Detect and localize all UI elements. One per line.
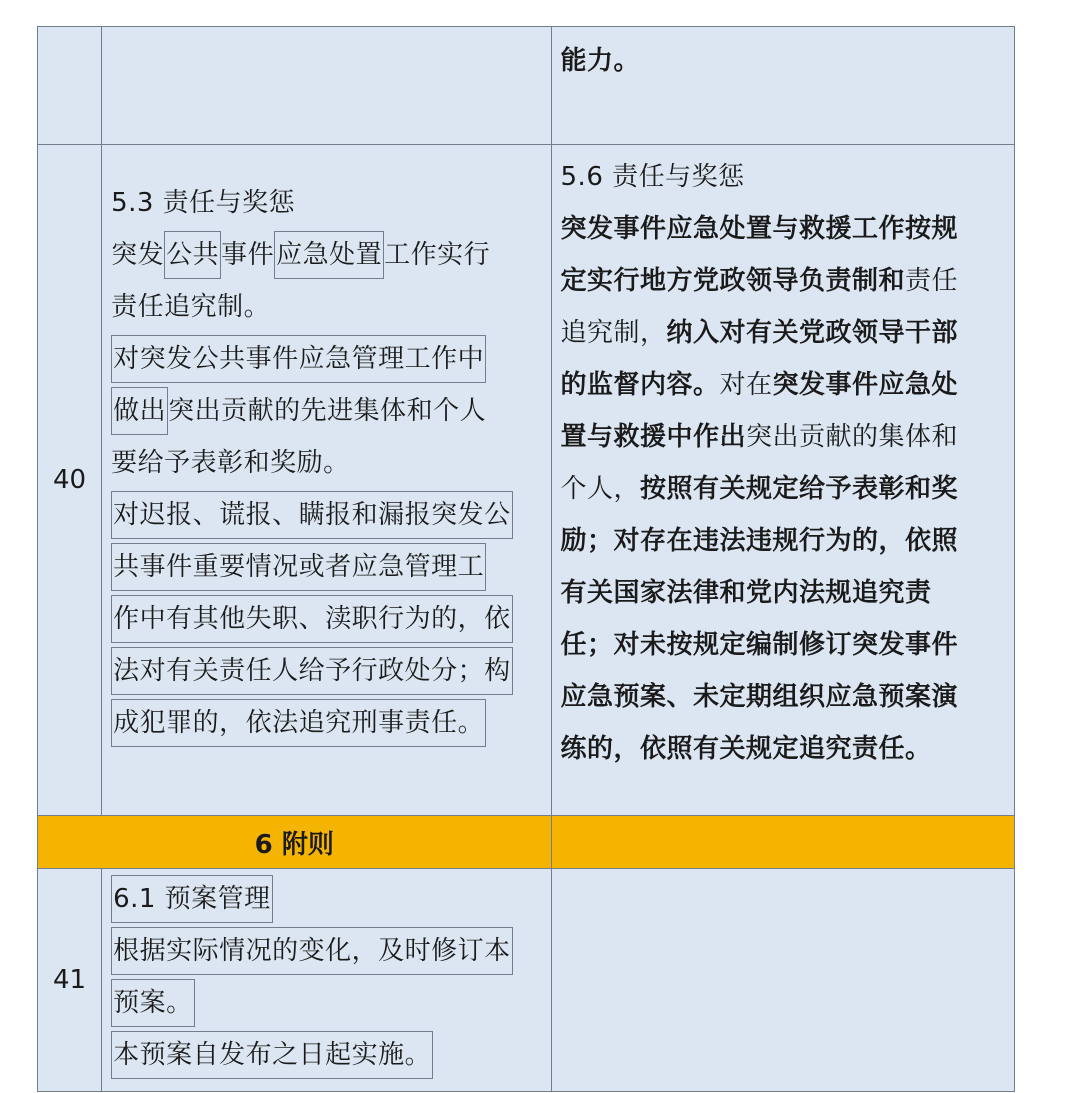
new-text-cell — [551, 27, 1014, 145]
table-row — [38, 869, 1015, 1092]
old-text-line — [111, 229, 542, 281]
revision-marked-text: 对迟报、谎报、瞒报和漏报突发公 — [111, 491, 513, 539]
table-row — [38, 27, 1015, 145]
new-text-line — [561, 359, 1006, 411]
revision-marked-text: 预案。 — [111, 979, 195, 1027]
old-text-cell — [102, 27, 551, 145]
revision-marked-text: 根据实际情况的变化，及时修订本 — [111, 927, 513, 975]
old-text-span: 突出贡献的先进集体和个人 — [168, 396, 487, 426]
new-text-line — [561, 463, 1006, 515]
old-text-span: 工作实行 — [384, 240, 491, 270]
new-text-bold: 能力。 — [560, 46, 641, 76]
revision-marked-text: 成犯罪的，依法追究刑事责任。 — [111, 699, 486, 747]
new-text-block — [561, 203, 1006, 775]
section-header-row — [38, 816, 1015, 869]
old-text-span: 事件 — [221, 240, 275, 270]
revision-marked-text: 作中有其他失职、渎职行为的，依 — [111, 595, 513, 643]
old-text-line — [111, 385, 542, 437]
revision-marked-text: 做出 — [111, 387, 168, 435]
old-text-line — [111, 645, 542, 697]
revision-marked-text: 应急处置 — [274, 231, 384, 279]
row-number: 41 — [52, 965, 87, 995]
old-section-title: 5.3 责任与奖惩 — [111, 188, 296, 218]
old-text-line — [111, 925, 542, 977]
new-text-bold: 有关国家法律和党内法规追究责 — [560, 578, 932, 608]
revision-marked-text: 对突发公共事件应急管理工作中 — [111, 335, 486, 383]
old-text-line — [111, 593, 542, 645]
new-text-line — [561, 203, 1006, 255]
new-text-line — [561, 671, 1006, 723]
section-title: 6 附则 — [254, 829, 334, 860]
new-text-regular: 追究制， — [560, 318, 667, 348]
table-row — [38, 145, 1015, 816]
row-number-cell — [38, 145, 102, 816]
new-text-line — [561, 255, 1006, 307]
revision-marked-text: 6.1 预案管理 — [111, 875, 273, 923]
new-text-bold: 置与救援中作出 — [560, 422, 747, 452]
new-text-line — [561, 723, 1006, 775]
old-text-span: 突发 — [111, 240, 165, 270]
new-section-title: 5.6 责任与奖惩 — [560, 162, 745, 192]
row-number-cell — [38, 869, 102, 1092]
new-text-line — [561, 411, 1006, 463]
old-text-line — [111, 1029, 542, 1081]
new-text-bold: 突发事件应急处 — [772, 370, 959, 400]
new-text-line — [561, 307, 1006, 359]
new-text-line — [561, 515, 1006, 567]
old-text-line: 责任追究制。 — [111, 292, 271, 322]
new-text-bold: 练的，依照有关规定追究责任。 — [560, 734, 932, 764]
new-text-bold: 励；对存在违法违规行为的，依照 — [560, 526, 959, 556]
old-text-line — [111, 977, 542, 1029]
revision-marked-text: 共事件重要情况或者应急管理工 — [111, 543, 486, 591]
new-text-bold: 任；对未按规定编制修订突发事件 — [560, 630, 959, 660]
new-text-regular: 对在 — [719, 370, 773, 400]
old-text-line — [111, 873, 542, 925]
section-title-cell — [38, 816, 552, 869]
new-text-line — [561, 567, 1006, 619]
comparison-table — [37, 26, 1015, 1092]
old-text-cell — [102, 869, 551, 1092]
new-text-regular: 责任 — [905, 266, 959, 296]
row-number-cell — [38, 27, 102, 145]
new-text-regular: 个人， — [560, 474, 641, 504]
old-text-line — [111, 489, 542, 541]
revision-marked-text: 公共 — [164, 231, 221, 279]
old-text-line — [111, 541, 542, 593]
new-text-line — [561, 35, 1006, 87]
revision-marked-text: 法对有关责任人给予行政处分；构 — [111, 647, 513, 695]
new-text-bold: 定实行地方党政领导负责制和 — [560, 266, 906, 296]
revision-marked-text: 本预案自发布之日起实施。 — [111, 1031, 433, 1079]
section-empty-cell — [551, 816, 1014, 869]
new-text-bold: 按照有关规定给予表彰和奖 — [640, 474, 959, 504]
old-text-cell — [102, 145, 551, 816]
new-text-bold: 纳入对有关党政领导干部 — [666, 318, 959, 348]
old-text-line: 要给予表彰和奖励。 — [111, 448, 350, 478]
old-text-line — [111, 697, 542, 749]
new-text-bold: 突发事件应急处置与救援工作按规 — [560, 214, 959, 244]
row-number: 40 — [52, 465, 87, 495]
new-text-cell — [551, 145, 1014, 816]
new-text-regular: 突出贡献的集体和 — [746, 422, 959, 452]
new-text-cell — [551, 869, 1014, 1092]
new-text-line — [561, 619, 1006, 671]
old-text-line — [111, 333, 542, 385]
new-text-bold: 的监督内容。 — [560, 370, 720, 400]
new-text-bold: 应急预案、未定期组织应急预案演 — [560, 682, 959, 712]
